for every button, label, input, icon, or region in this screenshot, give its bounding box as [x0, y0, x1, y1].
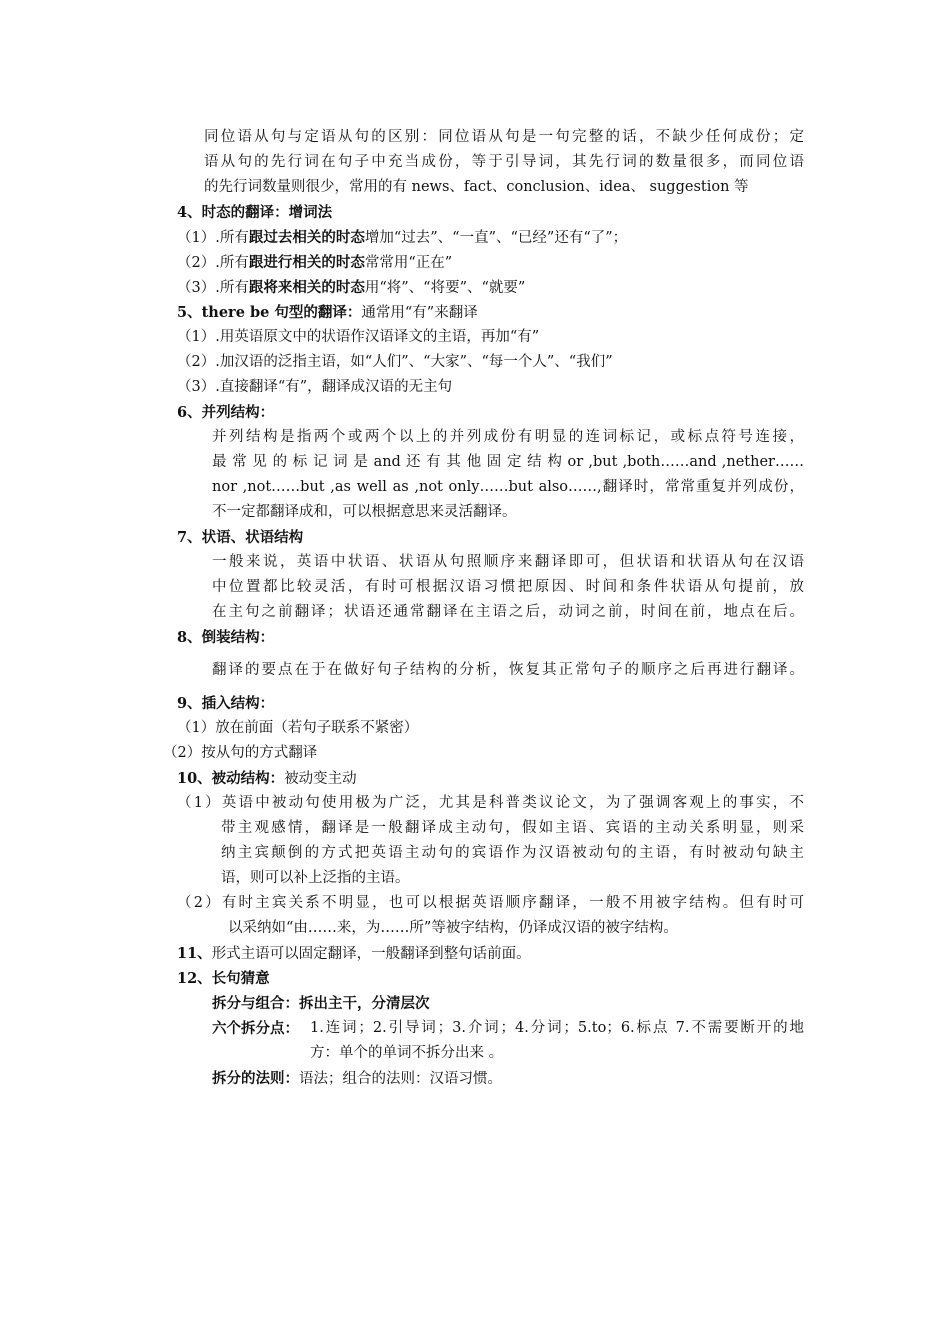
- appositive-line-2: 语从句的先行词在句子中充当成份，等于引导词，其先行词的数量很多，而同位语: [204, 154, 804, 170]
- section-9-heading: 9、插入结构：: [177, 695, 275, 712]
- section-12-six-line-2: 方：单个的单词不拆分出来 。: [310, 1045, 504, 1061]
- section-7-line-2: 中位置都比较灵活，有时可根据汉语习惯把原因、时间和条件状语从句提前，放: [212, 579, 804, 595]
- section-7-line-3: 在主句之前翻译；状语还通常翻译在主语之后，动词之前，时间在前，地点在后。: [212, 604, 804, 620]
- section-10-item-2-line-2: 以采纳如“由……来，为……所”等被字结构，仍译成汉语的被字结构。: [228, 920, 678, 936]
- section-4-heading: 4、时态的翻译：增词法: [177, 204, 333, 221]
- appositive-line-3: 的先行词数量则很少，常用的有 news、fact、conclusion、idea、 suggestion 等: [204, 179, 749, 195]
- section-10-item-1-line-3: 纳主宾颠倒的方式把英语主动句的宾语作为汉语被动句的主语，有时被动句缺主: [221, 845, 804, 861]
- section-11-heading: 11、形式主语可以固定翻译，一般翻译到整句话前面。: [177, 945, 531, 962]
- section-10-item-1-line-4: 语，则可以补上泛指的主语。: [221, 870, 410, 886]
- section-10-item-1-line-2: 带主观感情，翻译是一般翻译成主动句，假如主语、宾语的主动关系明显，则采: [221, 820, 804, 836]
- section-4-item-2: （2）.所有跟进行相关的时态常常用“正在”: [177, 254, 453, 271]
- section-8-line-1: 翻译的要点在于在做好句子结构的分析，恢复其正常句子的顺序之后再进行翻译。: [212, 662, 804, 678]
- section-12-six-label: 六个拆分点：: [212, 1020, 299, 1037]
- section-5-item-3: （3）.直接翻译“有”，翻译成汉语的无主句: [177, 379, 453, 395]
- section-12-heading: 12、长句猜意: [177, 970, 270, 987]
- section-7-heading: 7、状语、状语结构: [177, 529, 304, 546]
- section-9-item-1: （1）放在前面（若句子联系不紧密）: [177, 720, 419, 736]
- section-5-item-2: （2）.加汉语的泛指主语，如“人们”、“大家”、“每一个人”、“我们”: [177, 354, 613, 370]
- section-4-item-1: （1）.所有跟过去相关的时态增加“过去”、“一直”、“已经”还有“了”；: [177, 229, 628, 246]
- section-10-item-1-line-1: （1）英语中被动句使用极为广泛，尤其是科普类议论文，为了强调客观上的事实，不: [177, 795, 804, 811]
- section-12-rule: 拆分的法则：语法；组合的法则：汉语习惯。: [212, 1070, 502, 1087]
- section-6-heading: 6、并列结构：: [177, 404, 275, 421]
- section-9-item-2: （2）按从句的方式翻译: [163, 745, 318, 761]
- appositive-line-1: 同位语从句与定语从句的区别：同位语从句是一句完整的话，不缺少任何成份；定: [204, 129, 804, 145]
- section-7-line-1: 一般来说，英语中状语、状语从句照顺序来翻译即可，但状语和状语从句在汉语: [212, 554, 804, 570]
- section-5-item-1: （1）.用英语原文中的状语作汉语译文的主语，再加“有”: [177, 329, 540, 345]
- section-6-line-4: 不一定都翻译成和，可以根据意思来灵活翻译。: [212, 504, 517, 520]
- section-10-heading: 10、被动结构：被动变主动: [177, 770, 357, 787]
- section-6-line-1: 并列结构是指两个或两个以上的并列成份有明显的连词标记，或标点符号连接，: [212, 429, 804, 445]
- section-10-item-2-line-1: （2）有时主宾关系不明显，也可以根据英语顺序翻译，一般不用被字结构。但有时可: [177, 895, 804, 911]
- section-4-item-3: （3）.所有跟将来相关的时态用“将”、“将要”、“就要”: [177, 279, 526, 296]
- section-6-line-3: nor ,not……but ,as well as ,not only……but also……,翻译时，常常重复并列成份，: [212, 479, 804, 495]
- section-12-split: 拆分与组合：拆出主干，分清层次: [212, 995, 430, 1012]
- section-5-heading: 5、there be 句型的翻译：通常用“有”来翻译: [177, 304, 478, 321]
- section-12-six-line-1: 1.连词；2.引导词；3.介词；4.分词；5.to；6.标点 7.不需要断开的地: [310, 1020, 804, 1036]
- section-6-line-2: 最 常 见 的 标 记 词 是 and 还 有 其 他 固 定 结 构 or ,but ,both……and ,nether……: [212, 454, 804, 470]
- section-8-heading: 8、倒装结构：: [177, 629, 275, 646]
